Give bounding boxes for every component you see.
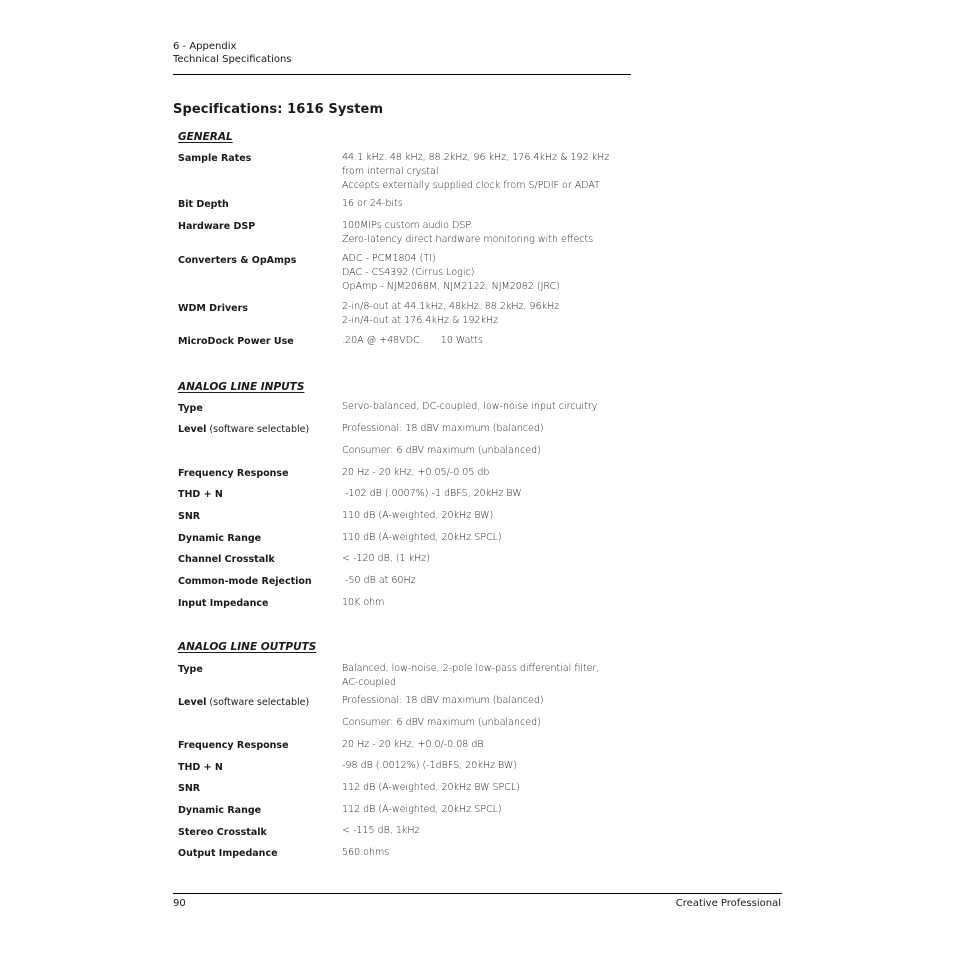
spec-value (342, 444, 541, 458)
section-heading-general: GENERAL (178, 131, 233, 143)
section-heading-analog-outputs: ANALOG LINE OUTPUTS (178, 641, 317, 653)
value-line: OpAmp - NJM2068M, NJM2122, NJM2082 (JRC) (342, 281, 560, 292)
section-heading-analog-inputs: ANALOG LINE INPUTS (178, 381, 305, 393)
spec-value (342, 466, 489, 480)
value-line: 44.1 kHz. 48 kHz, 88.2kHz, 96 kHz, 176.4kHz & 192 kHz (342, 152, 610, 163)
spec-label: Dynamic Range (178, 805, 262, 816)
value-line: Balanced, low-noise, 2-pole low-pass differential filter, (342, 663, 600, 674)
spec-label: Dynamic Range (178, 533, 262, 544)
spec-label: Output Impedance (178, 848, 278, 859)
value-line: < -120 dB, (1 kHz) (342, 553, 430, 564)
value-line: 10K ohm (342, 597, 385, 608)
value-line: 112 dB (A-weighted, 20kHz SPCL) (342, 804, 502, 815)
header-section: Technical Specifications (173, 54, 292, 65)
spec-value (342, 662, 599, 690)
header-rule (173, 74, 631, 75)
value-line: Professional: 18 dBV maximum (balanced) (342, 423, 544, 434)
value-line: -98 dB (.0012%) (-1dBFS, 20kHz BW) (342, 760, 517, 771)
value-line: 2-in/4-out at 176.4kHz & 192kHz (342, 315, 499, 326)
spec-label (178, 697, 309, 708)
spec-label: Hardware DSP (178, 221, 256, 232)
value-line: 100MIPs custom audio DSP. (342, 220, 473, 231)
value-line: ADC - PCM1804 (TI) (342, 253, 436, 264)
value-line: from internal crystal. (342, 166, 442, 177)
value-line: Consumer: 6 dBV maximum (unbalanced) (342, 445, 541, 456)
spec-value (342, 300, 559, 328)
page-number: 90 (173, 898, 186, 909)
value-line: Zero-latency direct hardware monitoring with effects (342, 234, 594, 245)
label-text: Level (178, 697, 207, 708)
value-line: 20 Hz - 20 kHz, +0.05/-0.05 db (342, 467, 490, 478)
value-line: 20 Hz - 20 kHz, +0.0/-0.08 dB (342, 739, 484, 750)
spec-label: Sample Rates (178, 153, 252, 164)
spec-value (342, 334, 483, 348)
spec-value (342, 824, 420, 838)
spec-value (342, 422, 544, 436)
value-line: .20A @ +48VDC 10 Watts (342, 335, 483, 346)
value-line: AC-coupled (342, 677, 396, 688)
spec-value (342, 219, 593, 247)
spec-label: THD + N (178, 762, 223, 773)
value-line: Servo-balanced, DC-coupled, low-noise input circuitry (342, 401, 598, 412)
spec-value (342, 738, 484, 752)
spec-value (342, 694, 544, 708)
spec-label: Input Impedance (178, 598, 269, 609)
value-line: Consumer: 6 dBV maximum (unbalanced) (342, 717, 541, 728)
spec-label: Type (178, 664, 203, 675)
spec-label: THD + N (178, 489, 223, 500)
spec-value (342, 716, 541, 730)
value-line: Professional: 18 dBV maximum (balanced) (342, 695, 544, 706)
value-line: 110 dB (A-weighted, 20kHz BW) (342, 510, 494, 521)
spec-value (342, 151, 609, 193)
spec-label: Bit Depth (178, 199, 229, 210)
spec-value (342, 846, 389, 860)
value-line: -102 dB (.0007%) -1 dBFS, 20kHz BW (342, 488, 522, 499)
spec-value (342, 531, 502, 545)
value-line: Accepts externally supplied clock from S/PDIF or ADAT (342, 180, 600, 191)
spec-label: Common-mode Rejection (178, 576, 312, 587)
spec-label: Stereo Crosstalk (178, 827, 267, 838)
value-line: < -115 dB, 1kHz (342, 825, 420, 836)
value-line: 560 ohms (342, 847, 390, 858)
spec-value (342, 803, 502, 817)
spec-label: Type (178, 403, 203, 414)
spec-label: Frequency Response (178, 468, 289, 479)
spec-value (342, 509, 493, 523)
spec-value (342, 252, 560, 294)
footer-rule (173, 893, 782, 894)
spec-label: Channel Crosstalk (178, 554, 275, 565)
running-header (173, 40, 292, 66)
page-title: Specifications: 1616 System (173, 102, 384, 117)
value-line: -50 dB at 60Hz (342, 575, 416, 586)
spec-value (342, 400, 597, 414)
spec-label: SNR (178, 783, 201, 794)
spec-value (342, 574, 416, 588)
label-qualifier: (software selectable) (206, 424, 310, 435)
spec-label: Frequency Response (178, 740, 289, 751)
spec-label: WDM Drivers (178, 303, 248, 314)
spec-value (342, 487, 522, 501)
value-line: 112 dB (A-weighted, 20kHz BW SPCL) (342, 782, 520, 793)
value-line: 16 or 24-bits (342, 198, 403, 209)
label-text: Level (178, 424, 207, 435)
header-chapter: 6 - Appendix (173, 41, 237, 52)
value-line: 110 dB (A-weighted, 20kHz SPCL) (342, 532, 502, 543)
label-qualifier: (software selectable) (206, 697, 310, 708)
spec-value (342, 781, 520, 795)
spec-label (178, 424, 309, 435)
spec-label: Converters & OpAmps (178, 255, 297, 266)
spec-value (342, 197, 403, 211)
spec-value (342, 759, 517, 773)
footer-brand: Creative Professional (675, 898, 781, 909)
spec-value (342, 596, 384, 610)
spec-value (342, 552, 430, 566)
value-line: 2-in/8-out at 44.1kHz, 48kHz, 88.2kHz, 96kHz (342, 301, 560, 312)
spec-label: SNR (178, 511, 201, 522)
spec-label: MicroDock Power Use (178, 336, 294, 347)
value-line: DAC - CS4392 (Cirrus Logic) (342, 267, 475, 278)
